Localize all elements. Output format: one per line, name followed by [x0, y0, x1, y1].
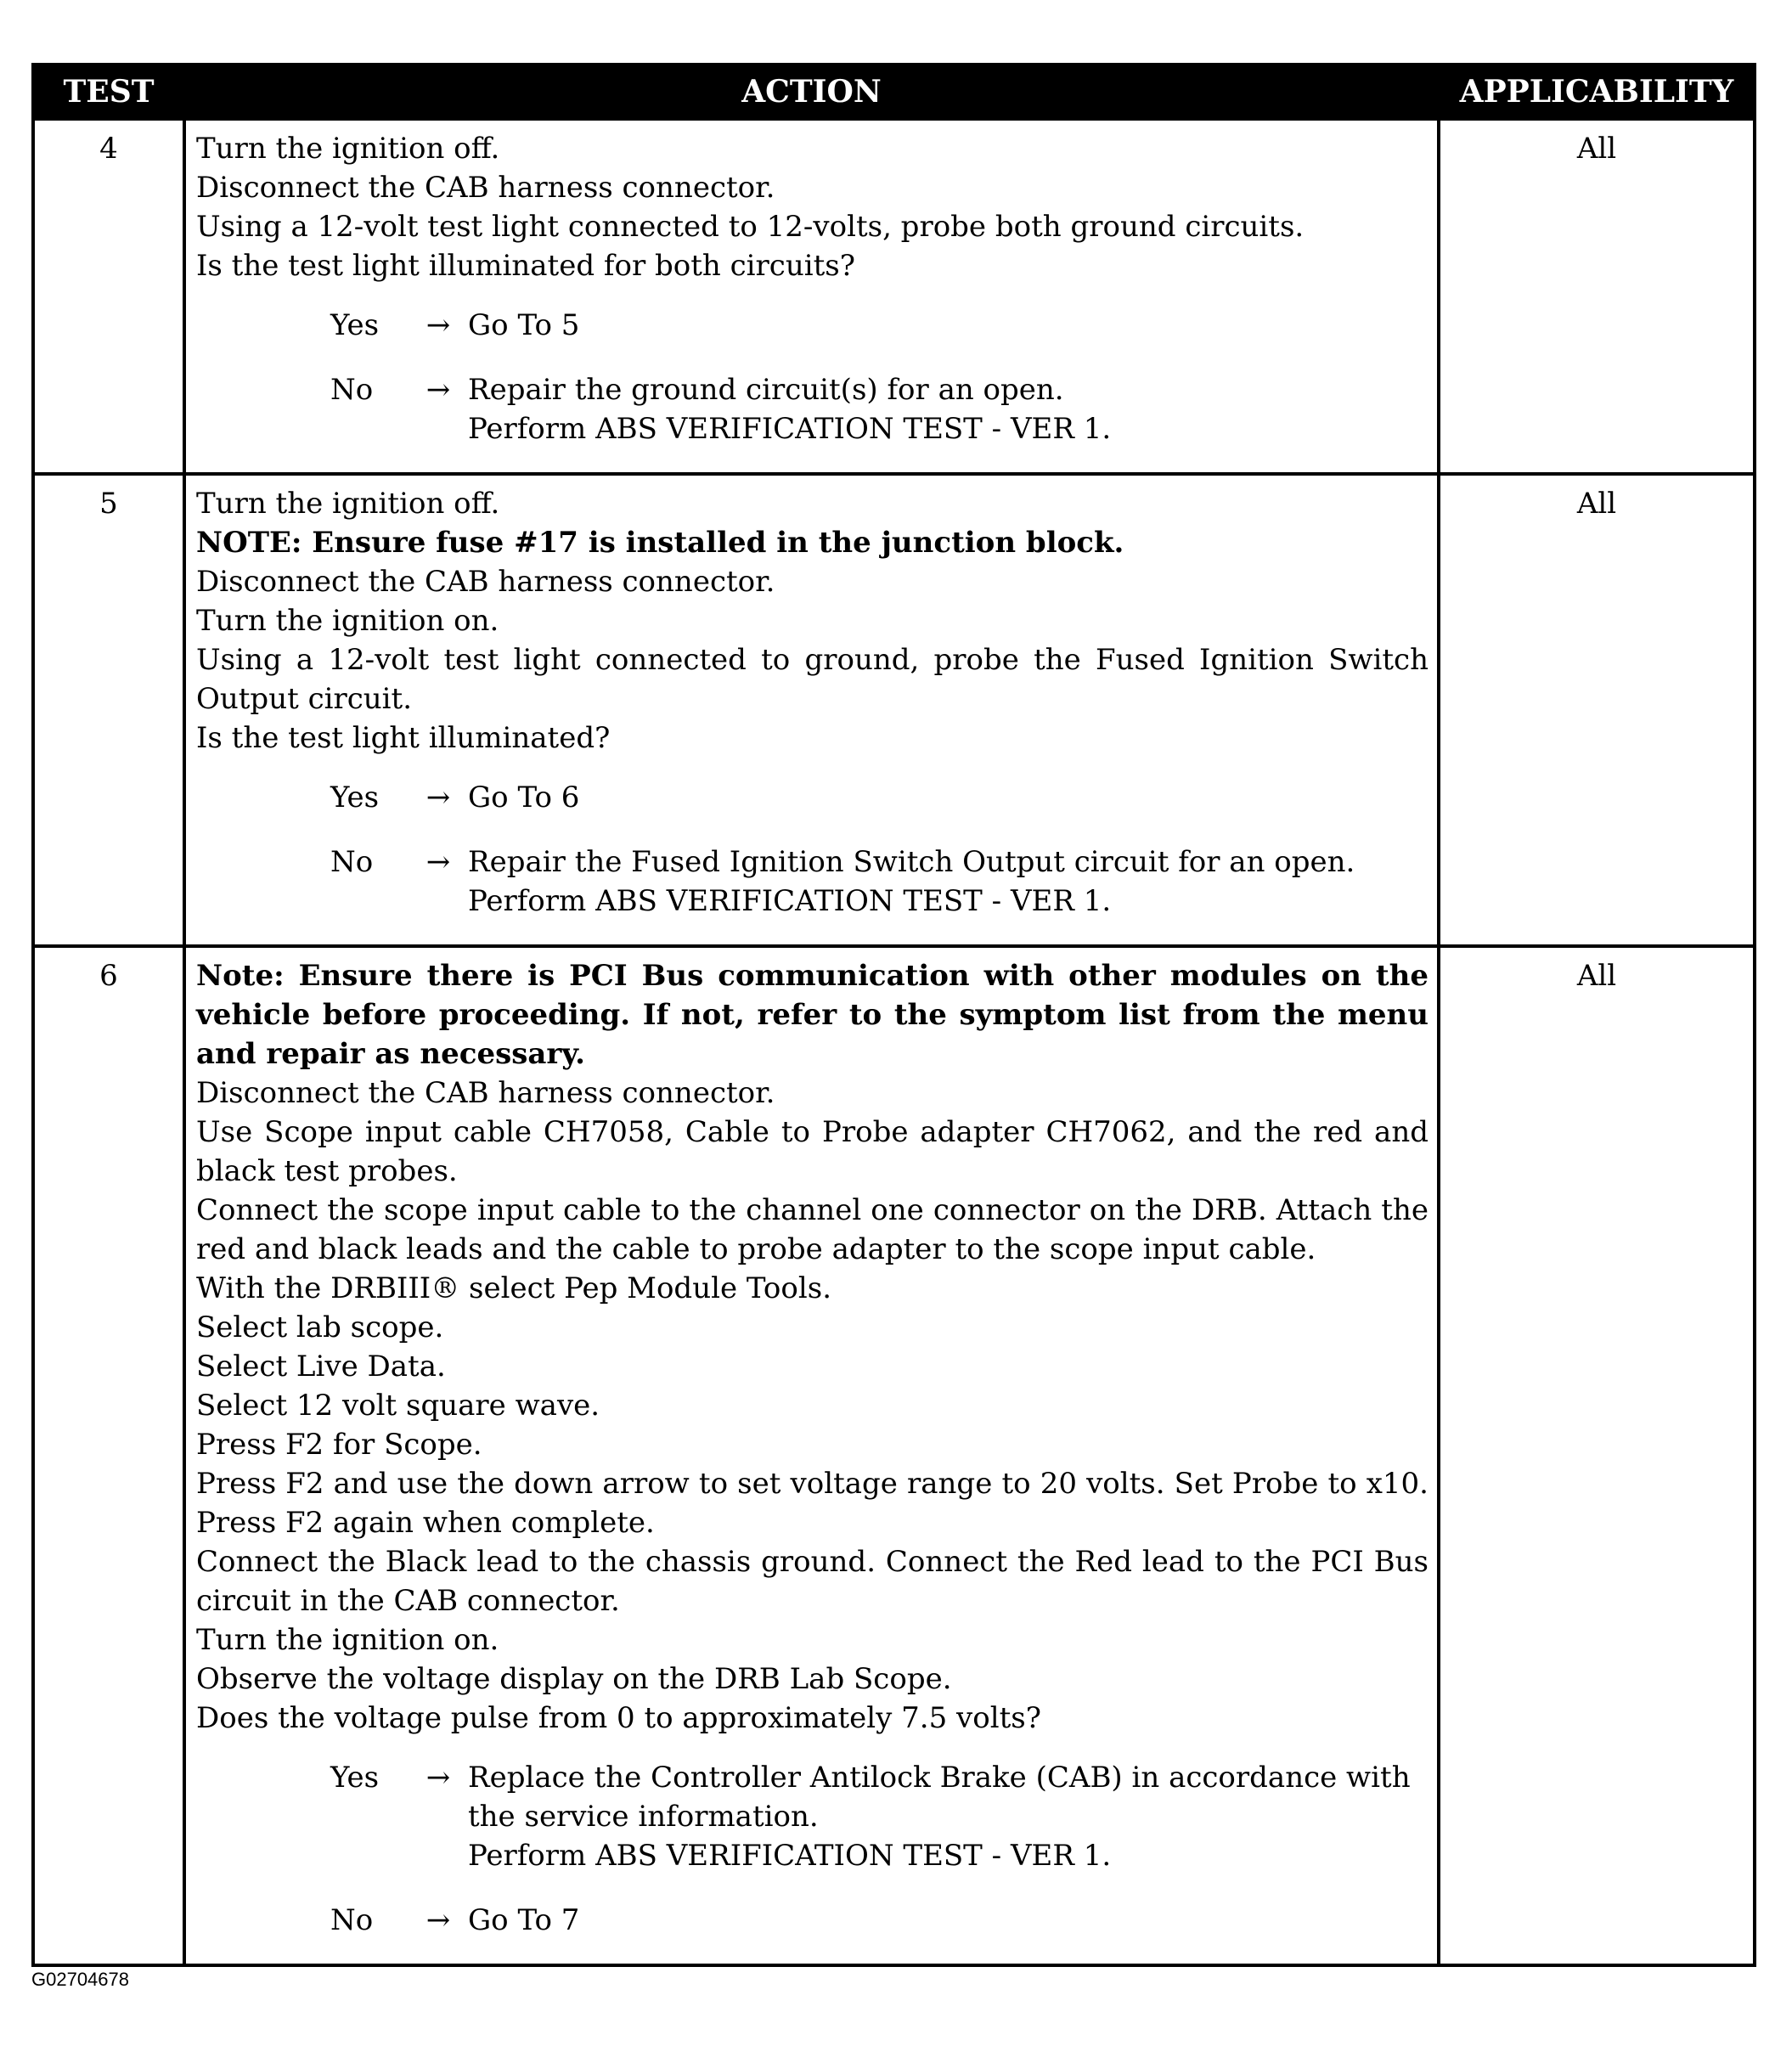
action-step: Is the test light illuminated for both circuits? [196, 249, 855, 283]
action-cell [184, 119, 1439, 474]
action-step: Use Scope input cable CH7058, Cable to Probe adapter CH7062, and the red and black test probes. [196, 1115, 1429, 1188]
option-result [468, 778, 1429, 817]
action-step: Is the test light illuminated? [196, 721, 611, 755]
action-cell [184, 946, 1439, 1965]
result-line: Perform ABS VERIFICATION TEST - VER 1. [468, 884, 1112, 918]
option-result [468, 1758, 1429, 1875]
diagnostic-test-table [31, 63, 1756, 1967]
action-step: Select Live Data. [196, 1350, 446, 1384]
action-step: Disconnect the CAB harness connector. [196, 565, 775, 599]
option-label: Yes [330, 308, 380, 342]
decision-option [196, 843, 1429, 921]
test-number: 5 [33, 474, 184, 946]
option-label: No [330, 845, 374, 879]
right-arrow-icon: → [425, 373, 451, 407]
action-step: Disconnect the CAB harness connector. [196, 171, 775, 205]
action-cell [184, 474, 1439, 946]
result-line: Repair the ground circuit(s) for an open. [468, 373, 1064, 407]
header-applicability: APPLICABILITY [1439, 65, 1755, 119]
decision-option [196, 1901, 1429, 1940]
action-step: Connect the scope input cable to the channel one connector on the DRB. Attach the red and black leads and the cable to probe adapter to the scope input cable. [196, 1193, 1429, 1266]
option-result [468, 1901, 1429, 1940]
decision-option [196, 306, 1429, 345]
action-step: Select lab scope. [196, 1310, 444, 1344]
right-arrow-icon: → [425, 1761, 451, 1795]
header-action: ACTION [184, 65, 1439, 119]
option-label: No [330, 1903, 374, 1937]
decision-options [196, 306, 1429, 448]
option-label: Yes [330, 1761, 380, 1795]
test-number: 4 [33, 119, 184, 474]
action-step: Press F2 for Scope. [196, 1428, 482, 1462]
result-line: Go To 7 [468, 1903, 580, 1937]
table-header-row [33, 65, 1755, 119]
right-arrow-icon: → [425, 781, 451, 814]
result-line: Perform ABS VERIFICATION TEST - VER 1. [468, 412, 1112, 446]
table-row [33, 474, 1755, 946]
action-note: NOTE: Ensure fuse #17 is installed in the junction block. [196, 526, 1124, 560]
action-step: Observe the voltage display on the DRB Lab Scope. [196, 1662, 952, 1696]
option-result [468, 306, 1429, 345]
right-arrow-icon: → [425, 845, 451, 879]
action-step: Connect the Black lead to the chassis ground. Connect the Red lead to the PCI Bus circuit in the CAB connector. [196, 1545, 1429, 1618]
action-step: Disconnect the CAB harness connector. [196, 1076, 775, 1110]
option-result [468, 370, 1429, 448]
action-step: Turn the ignition on. [196, 1623, 499, 1657]
result-line: Go To 6 [468, 781, 580, 814]
action-step: Select 12 volt square wave. [196, 1389, 600, 1423]
action-step: Turn the ignition on. [196, 604, 499, 638]
right-arrow-icon: → [425, 308, 451, 342]
result-line: Go To 5 [468, 308, 580, 342]
decision-option [196, 778, 1429, 817]
decision-options [196, 1758, 1429, 1940]
action-step: Turn the ignition off. [196, 132, 500, 166]
option-result [468, 843, 1429, 921]
action-step: Using a 12-volt test light connected to ground, probe the Fused Ignition Switch Output circuit. [196, 643, 1429, 716]
action-note: Note: Ensure there is PCI Bus communication with other modules on the vehicle before proceeding. If not, refer to the symptom list from the menu and repair as necessary. [196, 959, 1429, 1071]
right-arrow-icon: → [425, 1903, 451, 1937]
option-label: No [330, 373, 374, 407]
table-row [33, 119, 1755, 474]
option-label: Yes [330, 781, 380, 814]
decision-option [196, 1758, 1429, 1875]
applicability-value: All [1439, 474, 1755, 946]
table-row [33, 946, 1755, 1965]
test-number: 6 [33, 946, 184, 1965]
result-line: Repair the Fused Ignition Switch Output circuit for an open. [468, 845, 1355, 879]
header-test: TEST [33, 65, 184, 119]
action-step: Turn the ignition off. [196, 487, 500, 521]
result-line: Perform ABS VERIFICATION TEST - VER 1. [468, 1839, 1112, 1873]
action-step: Press F2 and use the down arrow to set voltage range to 20 volts. Set Probe to x10. Press F2 again when complete. [196, 1467, 1429, 1540]
figure-id: G02704678 [31, 1969, 129, 1990]
applicability-value: All [1439, 946, 1755, 1965]
decision-option [196, 370, 1429, 448]
action-step: With the DRBIII® select Pep Module Tools. [196, 1271, 831, 1305]
action-step: Using a 12-volt test light connected to 12-volts, probe both ground circuits. [196, 210, 1305, 244]
decision-options [196, 778, 1429, 921]
applicability-value: All [1439, 119, 1755, 474]
result-line: Replace the Controller Antilock Brake (CAB) in accordance with the service information. [468, 1761, 1411, 1834]
action-step: Does the voltage pulse from 0 to approximately 7.5 volts? [196, 1701, 1041, 1735]
